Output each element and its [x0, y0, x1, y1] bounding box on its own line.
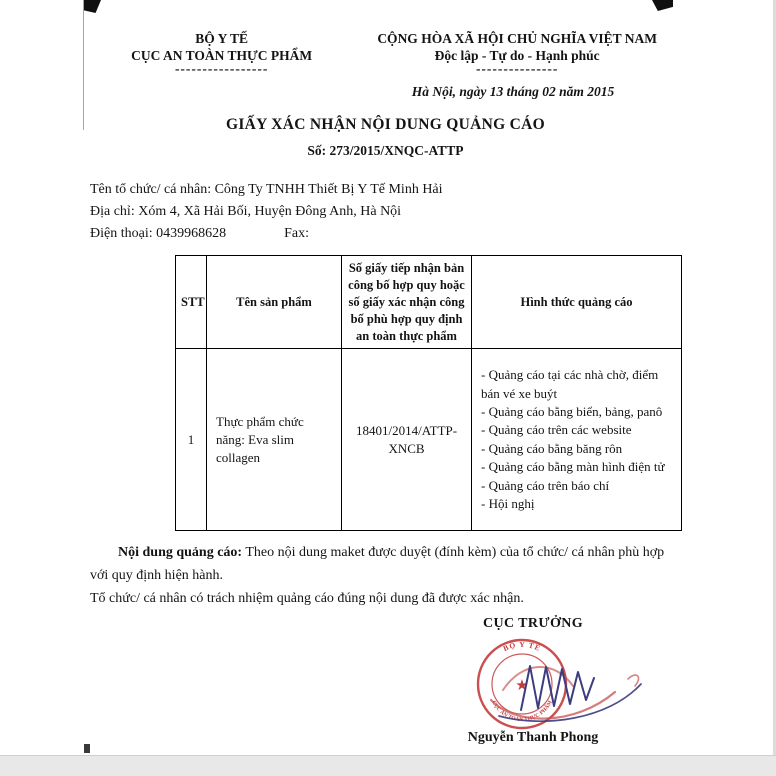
header-stt: STT: [176, 256, 207, 349]
signature-block: [398, 616, 668, 746]
official-stamp-icon: [478, 640, 566, 728]
scan-edge-left: [83, 0, 84, 130]
signer-title: CỤC TRƯỞNG: [482, 616, 584, 632]
phone-value: Điện thoại: 0439968628: [90, 226, 227, 241]
right-divider: ---------------: [475, 61, 559, 76]
document-number: Số: 273/2015/XNQC-ATTP: [307, 143, 464, 158]
document-header: [90, 30, 681, 74]
ad-form-item: - Quảng cáo bằng băng rôn: [481, 440, 623, 456]
department-name: CỤC AN TOÀN THỰC PHẨM: [131, 48, 313, 63]
signer-name: Nguyễn Thanh Phong: [467, 730, 599, 746]
ad-form-item: - Quảng cáo trên báo chí: [481, 477, 610, 493]
ad-form-item: - Hội nghị: [481, 496, 535, 512]
cell-cert-number: 18401/2014/ATTP-XNCB: [342, 349, 472, 531]
date-line: Hà Nội, ngày 13 tháng 02 năm 2015: [411, 84, 615, 99]
cell-product: Thực phẩm chức năng: Eva slim collagen: [207, 349, 342, 531]
org-name-line: Tên tổ chức/ cá nhân: Công Ty TNHH Thiết Bị Y Tế Minh Hải: [90, 182, 443, 197]
table-row: [176, 349, 682, 531]
phone-fax-line: [90, 223, 681, 245]
fax-label: Fax:: [284, 226, 309, 241]
header-ad-forms: Hình thức quảng cáo: [472, 256, 682, 349]
products-table: [175, 255, 682, 531]
organization-info: [90, 179, 681, 245]
header-cert-number: Số giấy tiếp nhận bản công bố hợp quy hoặc số giấy xác nhận công bố phù hợp quy định an toàn thực phẩm: [342, 256, 472, 349]
ad-form-item: - Quảng cáo trên các website: [481, 422, 632, 438]
address-line: Địa chỉ: Xóm 4, Xã Hải Bối, Huyện Đông Anh, Hà Nội: [90, 204, 402, 219]
scan-corner-mark-bottom-left: [84, 744, 90, 753]
ad-form-item: - Quảng cáo bằng màn hình điện tử: [481, 459, 665, 475]
ad-form-item: - Quảng cáo tại các nhà chờ, điểm bán vé xe buýt: [481, 367, 659, 401]
scan-bottom-strip: [0, 755, 776, 776]
ministry-name: BỘ Y TẾ: [195, 31, 249, 46]
table-header-row: [176, 256, 682, 349]
issuing-authority-block: [90, 30, 353, 74]
ad-form-item: - Quảng cáo bằng biển, bảng, panô: [481, 403, 663, 419]
stamp-text-bottom: CỤC AN TOÀN THỰC PHẨM: [490, 700, 554, 724]
national-motto: Độc lập - Tự do - Hạnh phúc: [434, 48, 600, 63]
cell-ad-forms: [472, 349, 682, 531]
cell-stt: 1: [176, 349, 207, 531]
left-divider: -----------------: [174, 61, 269, 76]
republic-title: CỘNG HÒA XÃ HỘI CHỦ NGHĨA VIỆT NAM: [377, 31, 657, 46]
notes-section: [90, 541, 681, 610]
content-note: [90, 541, 681, 587]
document-title: GIẤY XÁC NHẬN NỘI DUNG QUẢNG CÁO: [225, 116, 546, 133]
responsibility-note: Tổ chức/ cá nhân có trách nhiệm quảng cáo đúng nội dung đã được xác nhận.: [90, 591, 524, 607]
stamp-text-top: BỘ Y TẾ: [501, 640, 543, 654]
stamp-star-icon: ★: [515, 678, 529, 695]
stamp-and-signature: [403, 634, 663, 730]
header-product: Tên sản phẩm: [207, 256, 342, 349]
content-note-text: Theo nội dung maket được duyệt (đính kèm) của tổ chức/ cá nhân phù hợp với quy định hiện hành.: [90, 545, 665, 584]
national-header-block: [353, 30, 681, 74]
content-note-label: Nội dung quảng cáo:: [118, 545, 243, 561]
